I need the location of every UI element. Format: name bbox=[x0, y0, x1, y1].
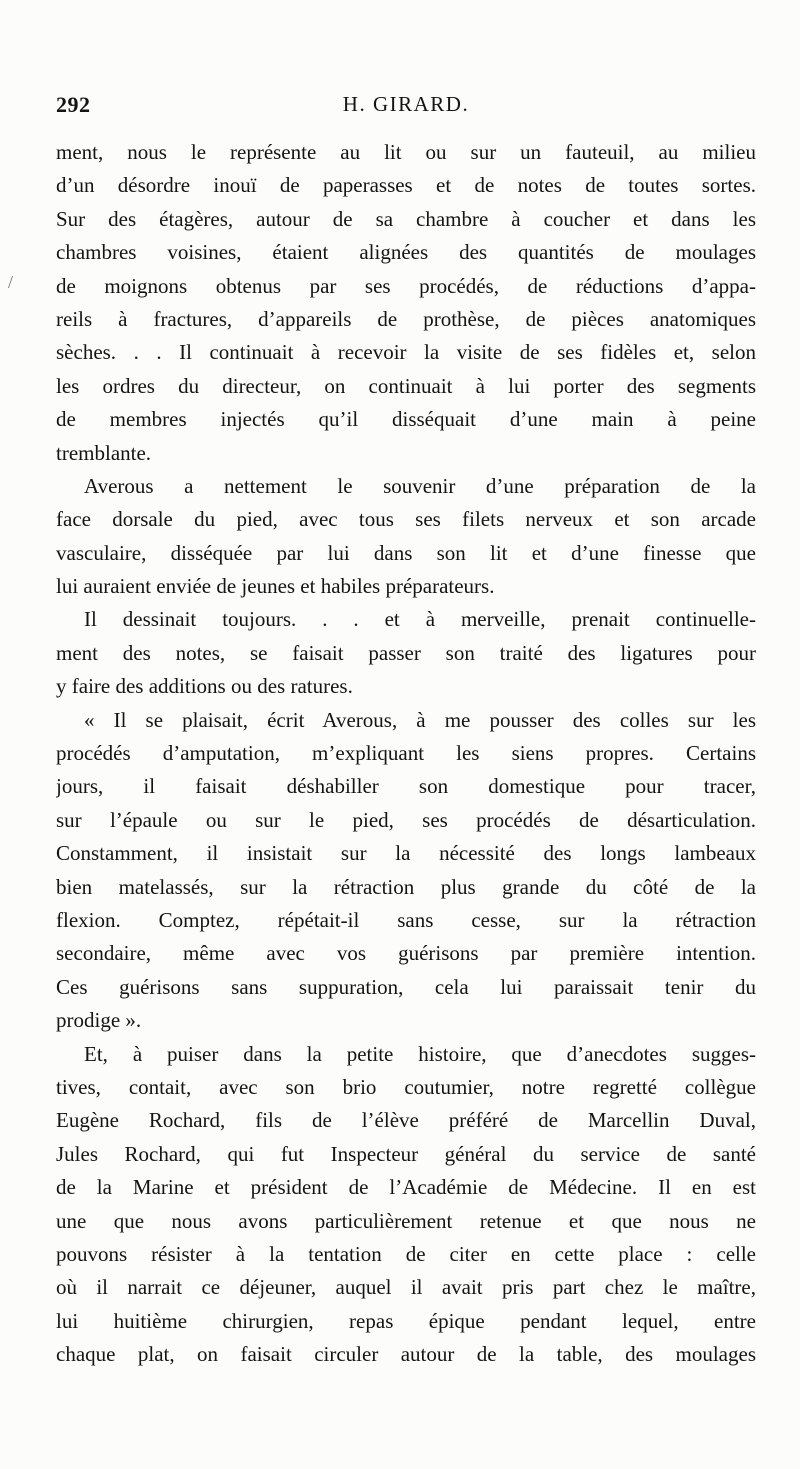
text-line: procédés d’amputation, m’expliquant les siens propres. Certains bbox=[56, 741, 756, 766]
text-line: chaque plat, on faisait circuler autour de la table, des moulages bbox=[56, 1342, 756, 1367]
text-line: les ordres du directeur, on continuait à lui porter des segments bbox=[56, 373, 756, 398]
text-line: sur l’épaule ou sur le pied, ses procédés de désarticulation. bbox=[56, 807, 756, 832]
text-line: Constamment, il insistait sur la nécessité des longs lambeaux bbox=[56, 841, 756, 866]
text-line: reils à fractures, d’appareils de prothèse, de pièces anatomiques bbox=[56, 306, 756, 331]
text-line: Jules Rochard, qui fut Inspecteur général du service de santé bbox=[56, 1141, 756, 1166]
text-line: chambres voisines, étaient alignées des quantités de moulages bbox=[56, 240, 756, 265]
text-line: d’un désordre inouï de paperasses et de notes de toutes sortes. bbox=[56, 173, 756, 198]
text-line: tives, contait, avec son brio coutumier, notre regretté collègue bbox=[56, 1074, 756, 1099]
text-line: de la Marine et président de l’Académie de Médecine. Il en est bbox=[56, 1175, 756, 1200]
text-line: jours, il faisait déshabiller son domestique pour tracer, bbox=[56, 774, 756, 799]
text-line: de moignons obtenus par ses procédés, de réductions d’appa- bbox=[56, 273, 756, 298]
page-number: 292 bbox=[56, 92, 91, 117]
text-line: où il narrait ce déjeuner, auquel il avait pris part chez le maître, bbox=[56, 1275, 756, 1300]
body-text bbox=[56, 136, 756, 1371]
text-line: y faire des additions ou des ratures. bbox=[56, 674, 353, 699]
text-line: secondaire, même avec vos guérisons par première intention. bbox=[56, 941, 756, 966]
text-line: flexion. Comptez, répétait-il sans cesse, sur la rétraction bbox=[56, 907, 756, 932]
text-line: Il dessinait toujours. . . et à merveille, prenait continuelle- bbox=[84, 607, 756, 632]
text-line: face dorsale du pied, avec tous ses filets nerveux et son arcade bbox=[56, 507, 756, 532]
text-line: vasculaire, disséquée par lui dans son lit et d’une finesse que bbox=[56, 540, 756, 565]
text-line: Ces guérisons sans suppuration, cela lui paraissait tenir du bbox=[56, 974, 756, 999]
text-line: Eugène Rochard, fils de l’élève préféré de Marcellin Duval, bbox=[56, 1108, 756, 1133]
text-line: tremblante. bbox=[56, 440, 152, 465]
text-line: lui huitième chirurgien, repas épique pendant lequel, entre bbox=[56, 1308, 756, 1333]
running-head: H. GIRARD. bbox=[342, 92, 470, 116]
text-line: Sur des étagères, autour de sa chambre à coucher et dans les bbox=[56, 206, 756, 231]
text-line: ment des notes, se faisait passer son traité des ligatures pour bbox=[56, 640, 756, 665]
text-line: de membres injectés qu’il disséquait d’une main à peine bbox=[56, 407, 756, 432]
text-line: sèches. . . Il continuait à recevoir la visite de ses fidèles et, selon bbox=[56, 340, 756, 365]
text-line: « Il se plaisait, écrit Averous, à me pousser des colles sur les bbox=[84, 707, 756, 732]
margin-mark: / bbox=[8, 272, 14, 292]
text-line: Averous a nettement le souvenir d’une préparation de la bbox=[84, 473, 756, 498]
text-line: Et, à puiser dans la petite histoire, que d’anecdotes sugges- bbox=[84, 1041, 756, 1066]
page-header bbox=[56, 92, 756, 124]
text-line: une que nous avons particulièrement retenue et que nous ne bbox=[56, 1208, 756, 1233]
text-line: pouvons résister à la tentation de citer en cette place : celle bbox=[56, 1241, 756, 1266]
text-line: bien matelassés, sur la rétraction plus grande du côté de la bbox=[56, 874, 756, 899]
text-line: ment, nous le représente au lit ou sur un fauteuil, au milieu bbox=[56, 140, 756, 164]
text-line: prodige ». bbox=[56, 1008, 142, 1033]
text-line: lui auraient enviée de jeunes et habiles préparateurs. bbox=[56, 574, 495, 599]
